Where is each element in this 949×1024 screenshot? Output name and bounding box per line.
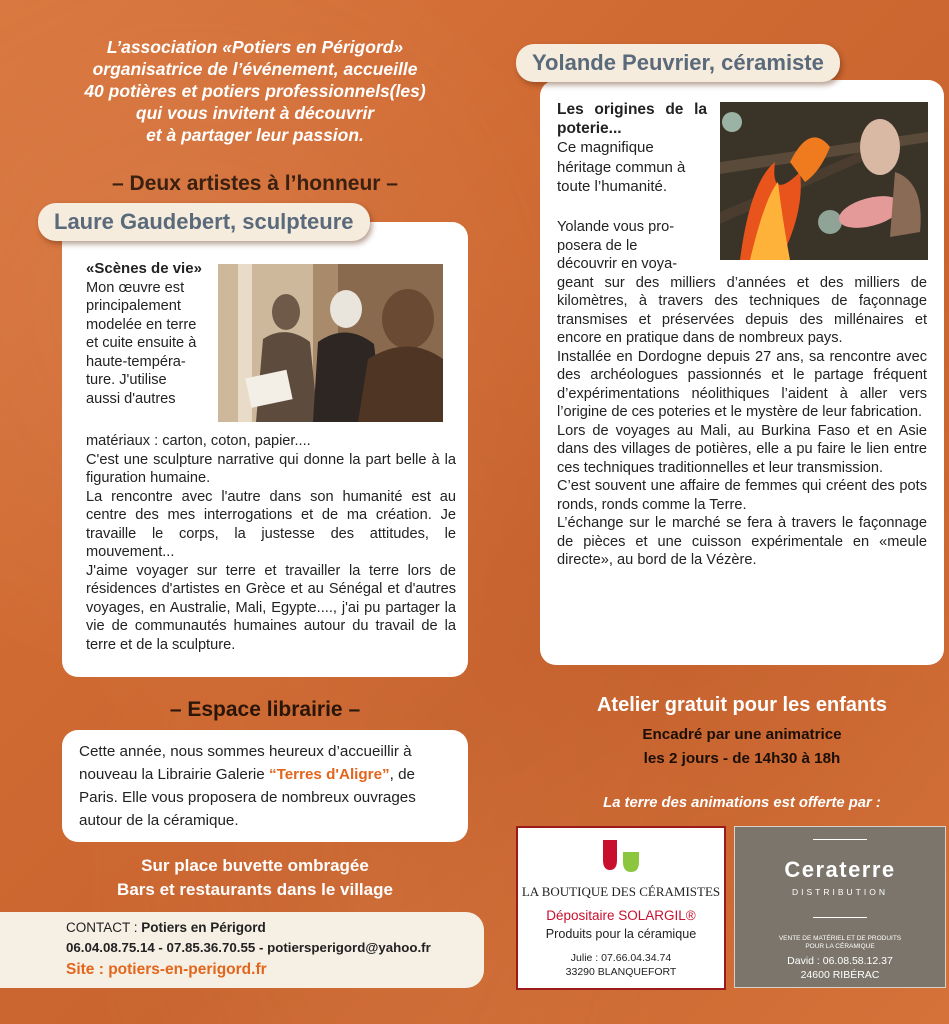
contact-line1: [66, 920, 266, 935]
boutique-logo-icon: [601, 838, 641, 874]
laure-line: aussi d'autres: [86, 390, 176, 407]
boutique-phone: Julie : 07.66.04.34.74: [570, 952, 672, 964]
librairie-highlight: “Terres d'Aligre”: [268, 766, 390, 783]
yolande-line: Yolande vous pro-: [557, 219, 675, 235]
ceraterre-sponsor-card: [734, 826, 946, 988]
boutique-depositaire: Dépositaire SOLARGIL®: [546, 908, 696, 923]
laure-line: principalement: [86, 298, 181, 314]
ceraterre-distribution: DISTRIBUTION: [792, 887, 888, 897]
yolande-line: posera de le: [557, 237, 638, 254]
boutique-products: Produits pour la céramique: [545, 927, 697, 941]
ceraterre-phone: David : 06.08.58.12.37: [787, 955, 893, 967]
intro-line: L’association «Potiers en Périgord»: [106, 37, 404, 57]
buvette-text: [40, 854, 470, 902]
yolande-paragraph: geant sur des milliers d’années et des milliers de kilomètres, à travers des techniques de façonnage transmises et préservées depuis des millénaires et encore en pratique dans de nombreux pays.: [557, 274, 927, 346]
intro-text: [40, 36, 470, 146]
laure-paragraph: J'aime voyager sur terre et travailler la terre lors de résidences d'artistes en Grèce et au Sénégal et d'autres voyages, en Australie, Mali, Egypte...., j'ai pu partager la vie de communautés humaines autour du travail de la terre et de la sculpture.: [86, 562, 456, 653]
yolande-name-tag: Yolande Peuvrier, céramiste: [516, 44, 840, 82]
intro-line: qui vous invitent à découvrir: [135, 103, 375, 123]
yolande-heading: Les origines de la poterie...: [557, 101, 707, 137]
sculpture-photo: [218, 264, 443, 422]
librairie-text-before: Cette année, nous sommes heureux d’accueillir à nouveau la Librairie Galerie: [79, 743, 412, 783]
contact-label: CONTACT :: [66, 920, 142, 935]
contact-org: Potiers en Périgord: [141, 920, 266, 935]
librairie-card: [62, 730, 468, 842]
laure-line: ture. J'utilise: [86, 372, 167, 388]
laure-paragraph: C'est une sculpture narrative qui donne la part belle à la figuration humaine.: [86, 451, 456, 486]
boutique-sponsor-card: [516, 826, 726, 990]
intro-line: organisatrice de l’événement, accueille: [92, 59, 418, 79]
yolande-line: découvrir en voya-: [557, 256, 678, 272]
atelier-details: [540, 723, 944, 771]
sponsors-heading: La terre des animations est offerte par :: [603, 795, 881, 811]
laure-line: modelée en terre: [86, 316, 197, 333]
buvette-line: Bars et restaurants dans le village: [117, 880, 393, 899]
ceraterre-logo-text: Ceraterre: [784, 857, 896, 882]
atelier-line: Encadré par une animatrice: [642, 726, 842, 743]
yolande-paragraph: L’échange sur le marché se fera à travers le façonnage de pièces et une cuisson expérimentale en «meule directe», au bord de la Vézère.: [557, 515, 927, 568]
laure-paragraph: La rencontre avec l'autre dans son humanité est au centre des mes interrogations et de ma création. Je travaille le corps, la justesse des attitudes, le mouvement...: [86, 488, 456, 560]
intro-line: et à partager leur passion.: [146, 125, 364, 145]
laure-card: [62, 222, 468, 677]
contact-phones-email[interactable]: 06.04.08.75.14 - 07.85.36.70.55 - potiersperigord@yahoo.fr: [66, 940, 431, 955]
honor-heading: – Deux artistes à l’honneur –: [112, 172, 398, 195]
buvette-line: Sur place buvette ombragée: [141, 856, 369, 875]
librairie-text-after: , de Paris. Elle vous proposera de nombreux ouvrages autour de la céramique.: [79, 766, 416, 829]
ceraterre-tagline: VENTE DE MATÉRIEL ET DE PRODUITS: [778, 935, 902, 942]
boutique-city: 33290 BLANQUEFORT: [565, 966, 677, 978]
yolande-paragraph: Lors de voyages au Mali, au Burkina Faso et en Asie dans des villages de potières, elle a pu faire le lien entre ces techniques traditionnelles et leur transmission.: [557, 422, 927, 476]
yolande-card: [540, 80, 944, 665]
laure-line: haute-tempéra-: [86, 353, 186, 370]
atelier-title: Atelier gratuit pour les enfants: [596, 694, 888, 716]
ceraterre-top-line: [813, 839, 867, 840]
contact-box: [0, 912, 484, 988]
yolande-subheading: Ce magnifique héritage commun à toute l’humanité.: [557, 139, 686, 195]
laure-line: Mon œuvre est: [86, 279, 185, 296]
contact-site-link[interactable]: Site : potiers-en-perigord.fr: [66, 961, 267, 978]
ceraterre-bottom-line: [813, 917, 867, 918]
yolande-paragraph: Installée en Dordogne depuis 27 ans, sa rencontre avec des archéologues passionnés et le partage fréquent d’expérimentations néolithiques l’aident à aller vers l’origine de ces poteries et le mystère de leur fabrication.: [557, 348, 927, 420]
atelier-line: les 2 jours - de 14h30 à 18h: [643, 750, 841, 767]
pottery-fire-photo: [720, 102, 928, 260]
ceraterre-city: 24600 RIBÉRAC: [800, 969, 880, 981]
laure-heading: «Scènes de vie»: [86, 260, 202, 277]
laure-line: et cuite ensuite à: [86, 335, 197, 351]
yolande-paragraph: C’est souvent une affaire de femmes qui créent des pots ronds, ronds comme la Terre.: [557, 478, 927, 513]
librairie-heading: – Espace librairie –: [169, 698, 361, 721]
laure-paragraph: matériaux : carton, coton, papier....: [86, 433, 311, 449]
boutique-name: LA BOUTIQUE DES CÉRAMISTES: [521, 884, 721, 899]
ceraterre-tagline: POUR LA CÉRAMIQUE: [805, 943, 875, 950]
laure-name-tag: Laure Gaudebert, sculpteure: [38, 203, 370, 241]
intro-line: 40 potières et potiers professionnels(les): [84, 81, 426, 101]
librairie-text: [79, 740, 454, 832]
